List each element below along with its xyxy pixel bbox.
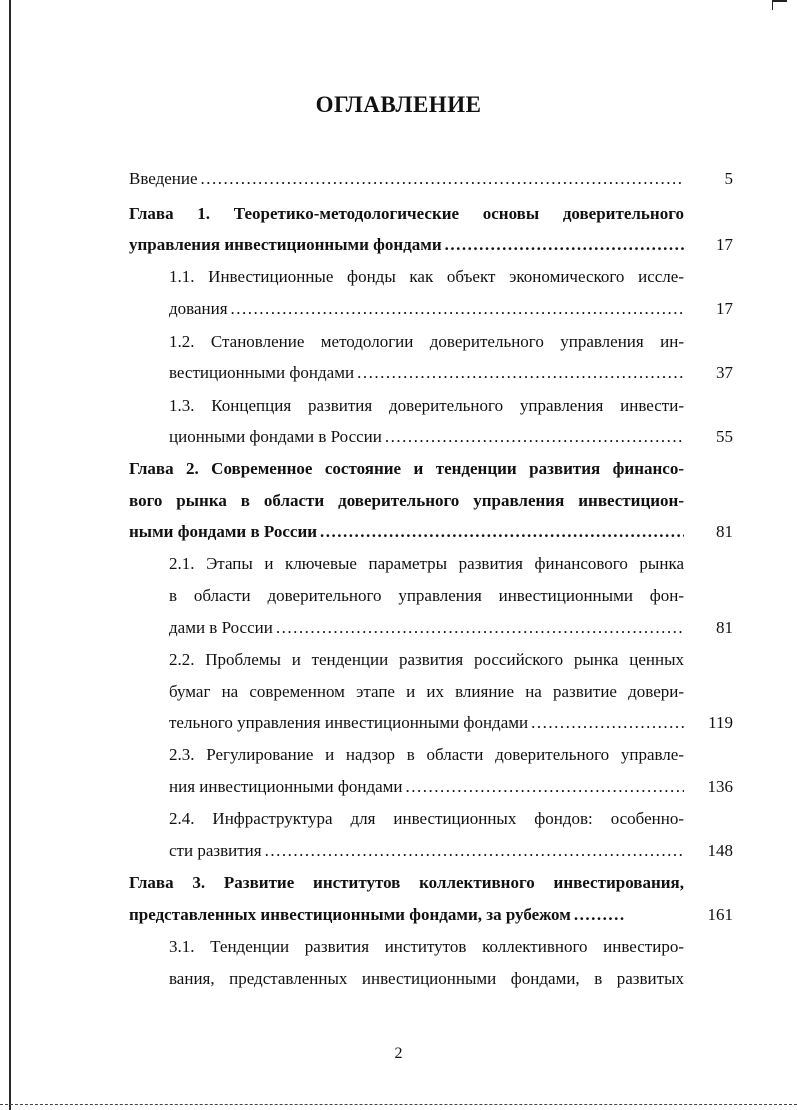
toc-entry-label: ными фондами в России [129,522,318,541]
toc-leader-dots [445,233,684,257]
toc-section-2-2-line: 2.2. Проблемы и тенденции развития российского рынка ценных [169,650,684,669]
toc-entry-label: вестиционными фондами [169,363,355,382]
toc-section-2-3-line [169,775,684,799]
toc-section-3-1-line: вания, представленных инвестиционными фондами, в развитых [169,969,684,988]
toc-section-2-3-line: 2.3. Регулирование и надзор в области доверительного управле- [169,745,684,764]
toc-page-number: 81 [716,522,733,541]
toc-leader-dots [406,775,684,799]
toc-page-number: 5 [724,169,733,188]
toc-leader-dots [201,167,684,191]
page-title: ОГЛАВЛЕНИЕ [315,92,482,117]
toc-page-number: 37 [716,363,733,382]
toc-section-2-1-line: в области доверительного управления инвестиционными фон- [169,586,684,605]
toc-leader-dots [531,711,684,735]
toc-section-1-3-line: 1.3. Концепция развития доверительного управления инвести- [169,396,684,415]
toc-page-number: 81 [716,618,733,637]
toc-section-1-3-line [169,425,684,449]
toc-section-3-1-line: 3.1. Тенденции развития институтов коллективного инвестиро- [169,937,684,956]
toc-section-2-2-line: бумаг на современном этапе и их влияние на развитие довери- [169,682,684,701]
toc-entry-label: представленных инвестиционными фондами, за рубежом [129,905,571,924]
toc-page-number: 119 [708,713,733,732]
toc-entry-label: тельного управления инвестиционными фондами [169,713,529,732]
toc-entry-label: управления инвестиционными фондами [129,235,442,254]
toc-leader-dots [357,361,684,385]
toc-entry-introduction [129,167,684,191]
toc-section-2-1-line [169,616,684,640]
toc-entry-label: дами в России [169,618,273,637]
toc-leader-dots [574,903,624,927]
toc-section-2-1-line: 2.1. Этапы и ключевые параметры развития финансового рынка [169,554,684,573]
toc-chapter-3-line: Глава 3. Развитие институтов коллективного инвестирования, [129,873,684,892]
toc-leader-dots [385,425,684,449]
toc-section-1-2-line: 1.2. Становление методологии доверительного управления ин- [169,332,684,351]
toc-entry-label: Введение [129,169,198,188]
toc-page-number: 17 [716,235,733,254]
scan-edge-left [9,0,11,1110]
toc-chapter-2-line: Глава 2. Современное состояние и тенденции развития финансо- [129,459,684,478]
toc-section-2-2-line [169,711,684,735]
toc-section-1-1-line [169,297,684,321]
scan-edge-bottom [0,1104,797,1106]
toc-leader-dots [276,616,684,640]
toc-chapter-1-line [129,233,684,257]
toc-section-2-4-line [169,839,684,863]
scan-corner-mark [772,0,787,10]
toc-entry-label: ционными фондами в России [169,427,382,446]
toc-page-number: 161 [707,905,733,924]
toc-leader-dots [265,839,684,863]
toc-chapter-2-line [129,520,684,544]
toc-chapter-3-line [129,903,674,927]
toc-chapter-2-line: вого рынка в области доверительного управления инвестицион- [129,491,684,510]
toc-page-number: 17 [716,299,733,318]
toc-page-number: 136 [707,777,733,796]
toc-section-1-1-line: 1.1. Инвестиционные фонды как объект экономического иссле- [169,267,684,286]
toc-page-number: 148 [707,841,733,860]
toc-entry-label: сти развития [169,841,262,860]
toc-leader-dots [320,520,684,544]
footer-page-number: 2 [394,1045,403,1062]
toc-entry-label: дования [169,299,228,318]
toc-chapter-1-line: Глава 1. Теоретико-методологические основы доверительного [129,204,684,223]
toc-section-2-4-line: 2.4. Инфраструктура для инвестиционных фондов: особенно- [169,809,684,828]
toc-section-1-2-line [169,361,684,385]
toc-leader-dots [231,297,684,321]
toc-entry-label: ния инвестиционными фондами [169,777,403,796]
toc-page-number: 55 [716,427,733,446]
